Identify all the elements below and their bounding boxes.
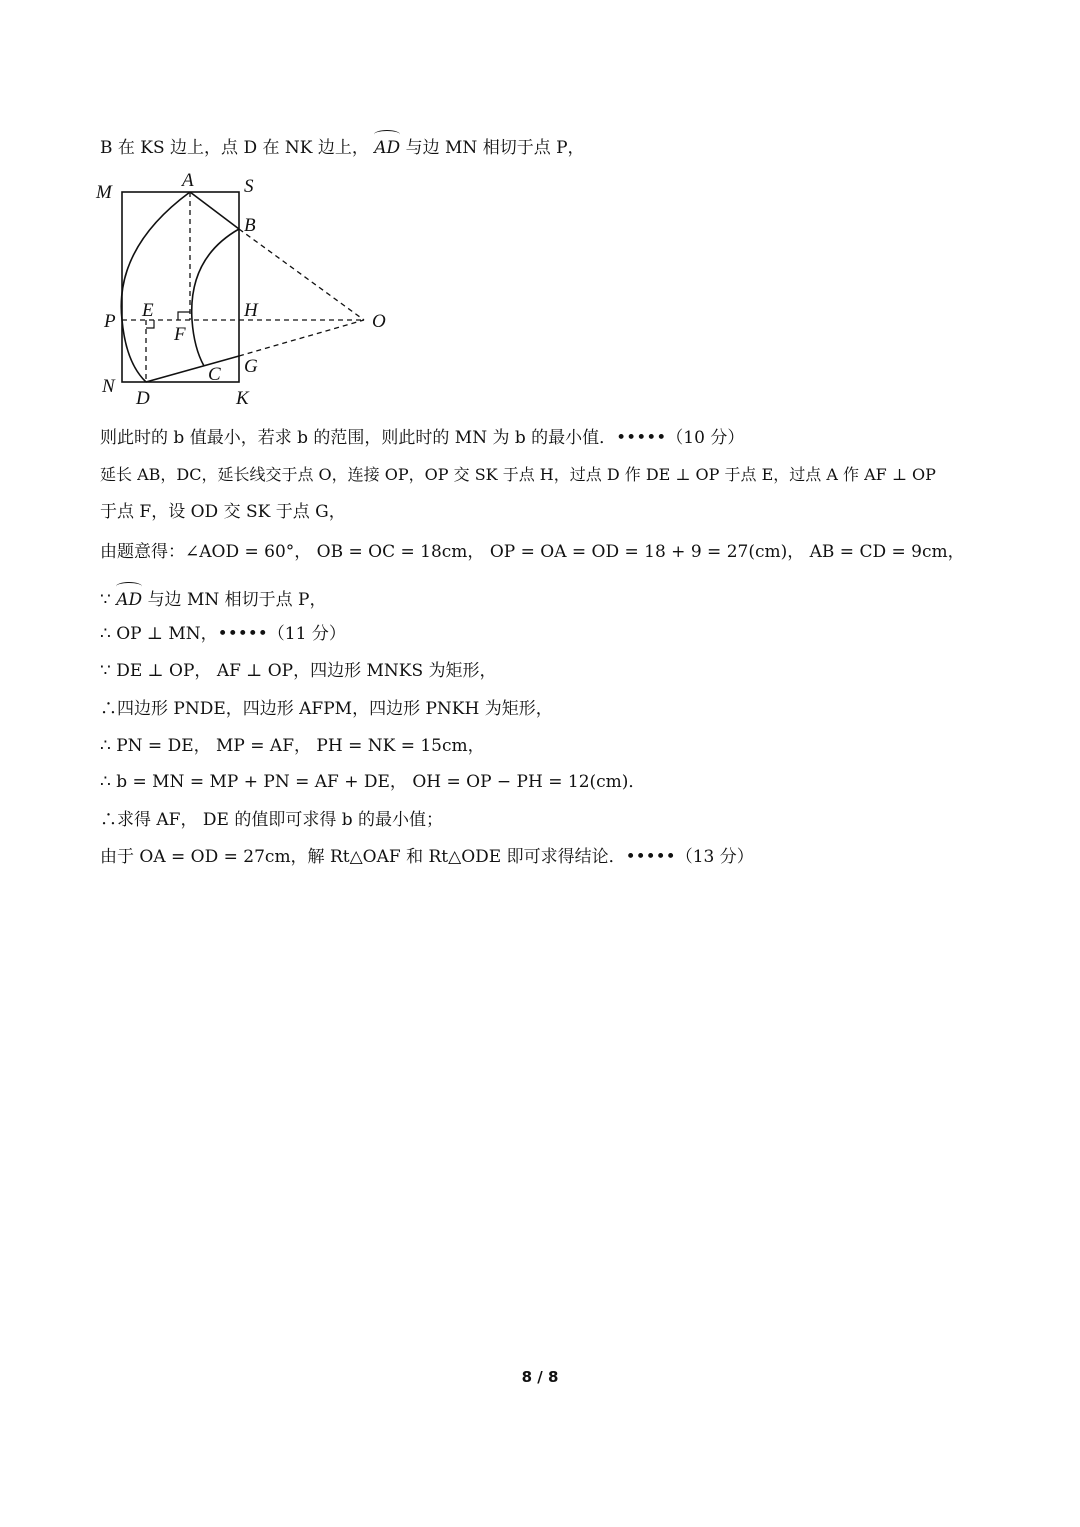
text-line-3: 于点 F，设 OD 交 SK 于点 G， bbox=[100, 502, 346, 522]
text-line-7: ∵ DE ⊥ OP， AF ⊥ OP，四边形 MNKS 为矩形， bbox=[100, 661, 497, 681]
label-h: H bbox=[244, 300, 258, 321]
because-symbol: ∵ bbox=[100, 590, 111, 610]
label-g: G bbox=[244, 356, 258, 377]
segment-ab bbox=[190, 192, 239, 229]
text-line-8: ∴四边形 PNDE，四边形 AFPM，四边形 PNKH 为矩形， bbox=[100, 699, 553, 719]
label-e: E bbox=[142, 300, 154, 321]
label-b: B bbox=[244, 215, 256, 236]
text-line-2: 延长 AB，DC，延长线交于点 O，连接 OP，OP 交 SK 于点 H，过点 D 作 DE ⊥ OP 于点 E，过点 A 作 AF ⊥ OP bbox=[100, 465, 936, 484]
label-f: F bbox=[174, 324, 186, 345]
arc-ad-label-2: AD bbox=[116, 584, 142, 612]
label-n: N bbox=[102, 376, 115, 397]
segment-dg bbox=[146, 356, 239, 382]
right-angle-e bbox=[146, 320, 154, 328]
label-p: P bbox=[104, 311, 116, 332]
text-line-0 bbox=[100, 132, 585, 160]
text-line-11: ∴求得 AF， DE 的值即可求得 b 的最小值； bbox=[100, 810, 444, 830]
segment-bo bbox=[239, 229, 364, 320]
label-o: O bbox=[372, 311, 386, 332]
text-line-10: ∴ b = MN = MP + PN = AF + DE， OH = OP − PH = 12(cm)． bbox=[100, 772, 646, 792]
line-0-tail: 与边 MN 相切于点 P， bbox=[405, 138, 585, 158]
label-a: A bbox=[182, 170, 194, 191]
label-s: S bbox=[244, 176, 254, 197]
rectangle-mnks bbox=[122, 192, 239, 382]
text-line-1: 则此时的 b 值最小，若求 b 的范围，则此时的 MN 为 b 的最小值．•••••（10 分） bbox=[100, 428, 745, 448]
arc-ad-label: AD bbox=[374, 132, 400, 160]
text-line-12: 由于 OA = OD = 27cm，解 Rt△OAF 和 Rt△ODE 即可求得结论．•••••（13 分） bbox=[100, 847, 754, 867]
label-k: K bbox=[236, 388, 249, 409]
text-line-5 bbox=[100, 584, 327, 612]
text-line-4: 由题意得：∠AOD = 60°， OB = OC = 18cm， OP = OA = OD = 18 + 9 = 27(cm)， AB = CD = 9cm， bbox=[100, 542, 965, 562]
line-0-head: B 在 KS 边上，点 D 在 NK 边上， bbox=[100, 138, 369, 158]
text-line-9: ∴ PN = DE， MP = AF， PH = NK = 15cm， bbox=[100, 736, 485, 756]
page-number: 8 / 8 bbox=[521, 1368, 559, 1386]
geometry-figure bbox=[92, 168, 402, 413]
arc-bc bbox=[192, 229, 239, 366]
label-c: C bbox=[208, 364, 221, 385]
arc-ad bbox=[121, 192, 190, 382]
label-d: D bbox=[136, 388, 150, 409]
line-5-tail: 与边 MN 相切于点 P， bbox=[147, 590, 327, 610]
right-angle-f bbox=[178, 312, 190, 320]
label-m: M bbox=[96, 182, 112, 203]
text-line-6: ∴ OP ⊥ MN，•••••（11 分） bbox=[100, 624, 346, 644]
segment-go bbox=[239, 320, 364, 356]
